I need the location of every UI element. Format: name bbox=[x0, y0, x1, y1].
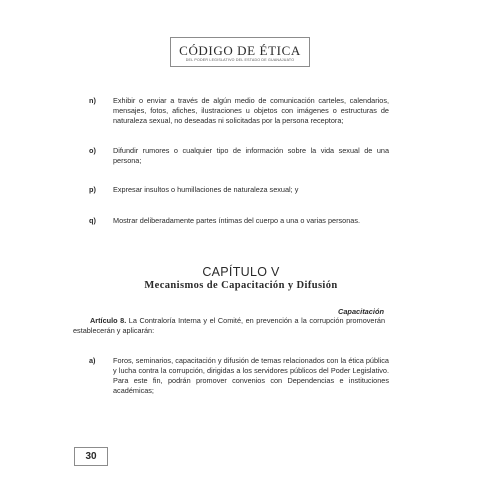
list-item bbox=[89, 216, 389, 226]
header-subtitle: DEL PODER LEGISLATIVO DEL ESTADO DE GUANAJUATO bbox=[185, 58, 295, 62]
item-marker: a) bbox=[89, 356, 96, 365]
item-text: Exhibir o enviar a través de algún medio de comunicación carteles, calendarios, mensajes, fotos, afiches, ilustraciones u objetos con imágenes o estructuras de naturaleza sexual, no deseadas ni solicitadas por la persona receptora; bbox=[113, 96, 389, 125]
list-item bbox=[89, 146, 389, 166]
article-label: Artículo 8. bbox=[90, 316, 127, 325]
item-marker: n) bbox=[89, 96, 96, 105]
section-heading: Capacitación bbox=[337, 307, 384, 316]
item-marker: o) bbox=[89, 146, 96, 155]
header-title: CÓDIGO DE ÉTICA bbox=[179, 43, 301, 58]
item-text: Mostrar deliberadamente partes íntimas del cuerpo a una o varias personas. bbox=[113, 216, 361, 225]
article-paragraph bbox=[73, 316, 385, 336]
page-number: 30 bbox=[74, 447, 108, 466]
chapter-subtitle: Mecanismos de Capacitación y Difusión bbox=[144, 280, 338, 291]
chapter-heading bbox=[96, 265, 386, 292]
list-item bbox=[89, 185, 389, 195]
item-marker: q) bbox=[89, 216, 96, 225]
list-item bbox=[89, 356, 389, 396]
article-text: La Contraloría Interna y el Comité, en prevención a la corrupción promoverán establecerán y aplicarán: bbox=[73, 316, 386, 335]
list-item bbox=[89, 96, 389, 126]
item-text: Foros, seminarios, capacitación y difusión de temas relacionados con la ética pública y lucha contra la corrupción, dirigidas a los servidores públicos del Poder Legislativo. Para este fin, podrán promover convenios con Dependencias e instituciones académicas; bbox=[113, 356, 389, 395]
item-text: Expresar insultos o humillaciones de naturaleza sexual; y bbox=[113, 185, 299, 194]
chapter-title: CAPÍTULO V bbox=[202, 265, 280, 279]
item-text: Difundir rumores o cualquier tipo de información sobre la vida sexual de una persona; bbox=[113, 146, 389, 165]
document-header bbox=[170, 37, 310, 67]
item-marker: p) bbox=[89, 185, 96, 194]
